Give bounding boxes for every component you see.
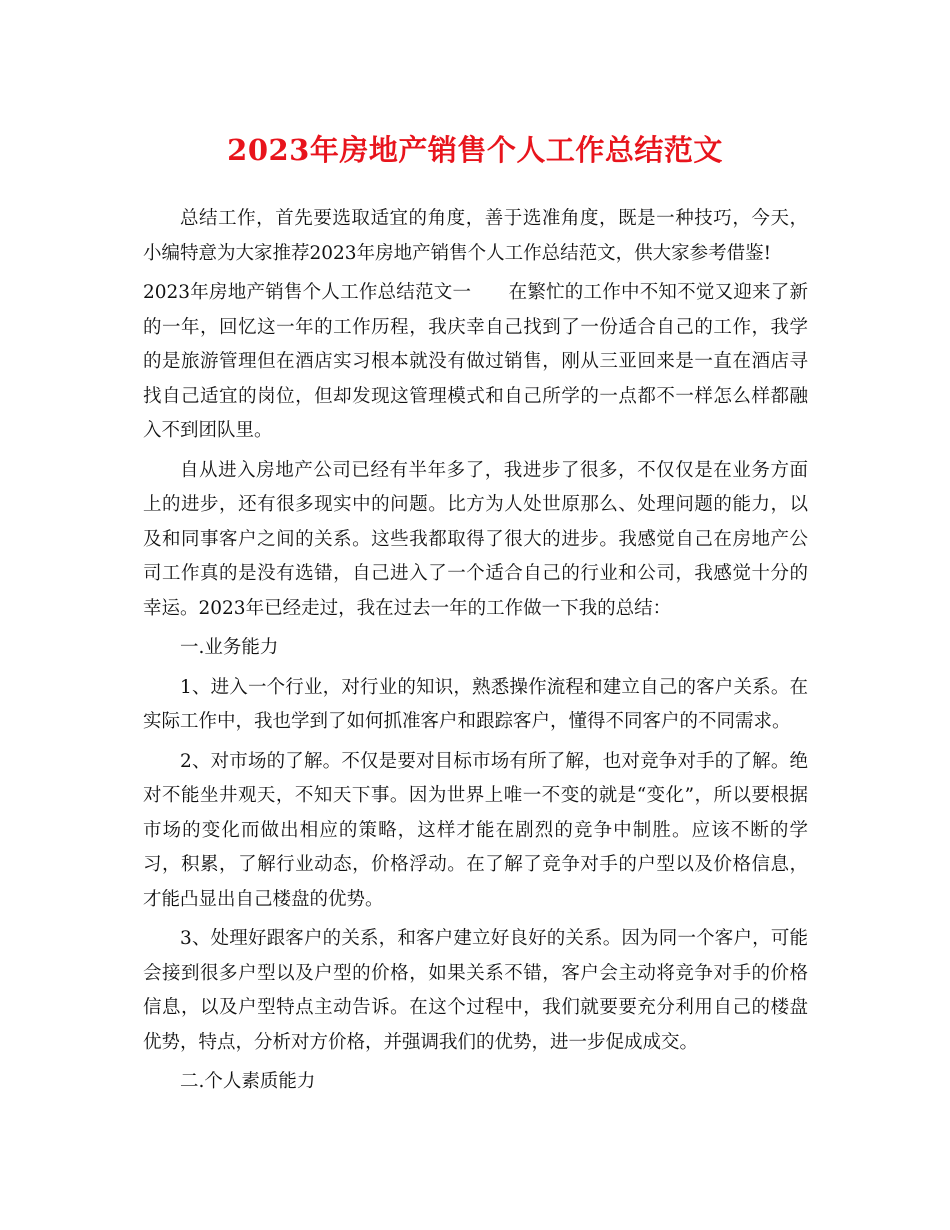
document-body [143, 202, 808, 1105]
list-item-3: 3、处理好跟客户的关系，和客户建立好良好的关系。因为同一个客户，可能会接到很多户型以及户型的价格，如果关系不错，客户会主动将竞争对手的价格信息，以及户型特点主动告诉。在这个过程中，我们就要要充分利用自己的楼盘优势，特点，分析对方价格，并强调我们的优势，进一步促成成交。 [143, 928, 808, 1053]
section-heading-business: 一.业务能力 [180, 637, 279, 658]
document-title: 2023年房地产销售个人工作总结范文 [227, 133, 723, 167]
section-one-paragraph: 2023年房地产销售个人工作总结范文一 在繁忙的工作中不知不觉又迎来了新的一年，回忆这一年的工作历程，我庆幸自己找到了一份适合自己的工作，我学的是旅游管理但在酒店实习根本就没有做过销售，刚从三亚回来是一直在酒店寻找自己适宜的岗位，但却发现这管理模式和自己所学的一点都不一样怎么样都融入不到团队里。 [143, 282, 808, 441]
list-item-1: 1、进入一个行业，对行业的知识，熟悉操作流程和建立自己的客户关系。在实际工作中，我也学到了如何抓准客户和跟踪客户，懂得不同客户的不同需求。 [143, 676, 808, 732]
body-paragraph: 自从进入房地产公司已经有半年多了，我进步了很多，不仅仅是在业务方面上的进步，还有很多现实中的问题。比方为人处世原那么、处理问题的能力，以及和同事客户之间的关系。这些我都取得了很大的进步。我感觉自己在房地产公司工作真的是没有选错，自己进入了一个适合自己的行业和公司，我感觉十分的幸运。2023年已经走过，我在过去一年的工作做一下我的总结： [143, 459, 808, 619]
intro-paragraph: 总结工作，首先要选取适宜的角度，善于选准角度，既是一种技巧，今天，小编特意为大家推荐2023年房地产销售个人工作总结范文，供大家参考借鉴! [143, 208, 808, 264]
list-item-2: 2、对市场的了解。不仅是要对目标市场有所了解，也对竞争对手的了解。绝对不能坐井观天，不知天下事。因为世界上唯一不变的就是“变化”，所以要根据市场的变化而做出相应的策略，这样才能在剧烈的竞争中制胜。应该不断的学习，积累，了解行业动态，价格浮动。在了解了竞争对手的户型以及价格信息，才能凸显出自己楼盘的优势。 [143, 750, 808, 910]
section-heading-personal: 二.个人素质能力 [180, 1071, 316, 1092]
